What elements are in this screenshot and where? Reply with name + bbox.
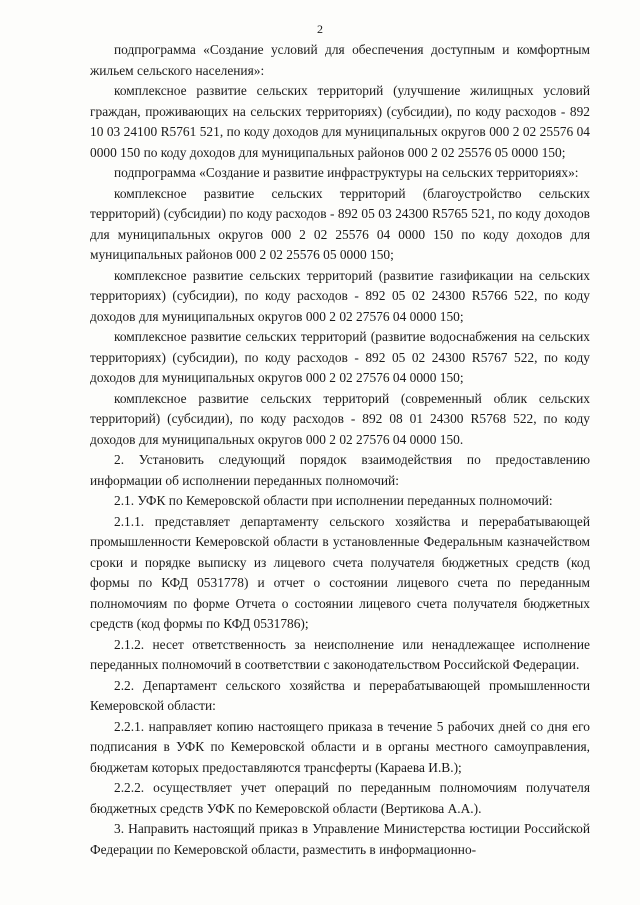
paragraph: 2.2. Департамент сельского хозяйства и перерабатывающей промышленности Кемеровской области: [90,677,590,713]
document-body [90,40,590,860]
paragraph: комплексное развитие сельских территорий (развитие газификации на сельских территориях) (субсидии), по коду расходов - 892 05 02 24300 R5766 522, по коду доходов для муниципальных округов 000 2 02 27576 04 0000 150; [90,267,590,324]
paragraph: 2.1.1. представляет департаменту сельского хозяйства и перерабатывающей промышленности Кемеровской области в установленные Федеральным казначейством сроки и порядке выписку из лицевого счета получателя бюджетных средств (код формы по КФД 0531778) и отчет о состоянии лицевого счета по переданным полномочиям по форме Отчета о состоянии лицевого счета получателя бюджетных средств (код формы по КФД 0531786); [90,513,590,631]
paragraph: 2.2.1. направляет копию настоящего приказа в течение 5 рабочих дней со дня его подписания в УФК по Кемеровской области и в органы местного самоуправления, бюджетам которых предоставляются трансферты (Караева И.В.); [90,718,590,775]
paragraph: комплексное развитие сельских территорий (современный облик сельских территорий) (субсидии), по коду расходов - 892 08 01 24300 R5768 522, по коду доходов для муниципальных округов 000 2 02 27576 04 0000 150. [90,390,590,447]
paragraph: 2.1. УФК по Кемеровской области при исполнении переданных полномочий: [114,493,553,508]
paragraph: комплексное развитие сельских территорий (благоустройство сельских территорий) (субсидии) по коду расходов - 892 05 03 24300 R5765 521, по коду доходов для муниципальных округов 000 2 02 25576 04 0000 150 по коду доходов для муниципальных районов 000 2 02 25576 05 0000 150; [90,185,590,262]
paragraph: 2. Установить следующий порядок взаимодействия по предоставлению информации об исполнении переданных полномочий: [90,452,590,488]
paragraph: подпрограмма «Создание условий для обеспечения доступным и комфортным жильем сельского населения»: [90,42,590,78]
paragraph: 3. Направить настоящий приказ в Управление Министерства юстиции Российской Федерации по Кемеровской области, разместить в информационно- [90,821,590,857]
paragraph: подпрограмма «Создание и развитие инфраструктуры на сельских территориях»: [114,165,579,180]
paragraph: 2.1.2. несет ответственность за неисполнение или ненадлежащее исполнение переданных полномочий в соответствии с законодательством Российской Федерации. [90,636,590,672]
paragraph: 2.2.2. осуществляет учет операций по переданным полномочиям получателя бюджетных средств УФК по Кемеровской области (Вертикова А.А.). [90,780,590,816]
paragraph: комплексное развитие сельских территорий (развитие водоснабжения на сельских территориях) (субсидии), по коду расходов - 892 05 02 24300 R5767 522, по коду доходов для муниципальных округов 000 2 02 27576 04 0000 150; [90,329,590,385]
paragraph: комплексное развитие сельских территорий (улучшение жилищных условий граждан, проживающих на сельских территориях) (субсидии), по коду расходов - 892 10 03 24100 R5761 521, по коду доходов для муниципальных округов 000 2 02 25576 04 0000 150 по коду доходов для муниципальных районов 000 2 02 25576 05 0000 150; [90,83,590,160]
page-number: 2 [317,22,323,36]
